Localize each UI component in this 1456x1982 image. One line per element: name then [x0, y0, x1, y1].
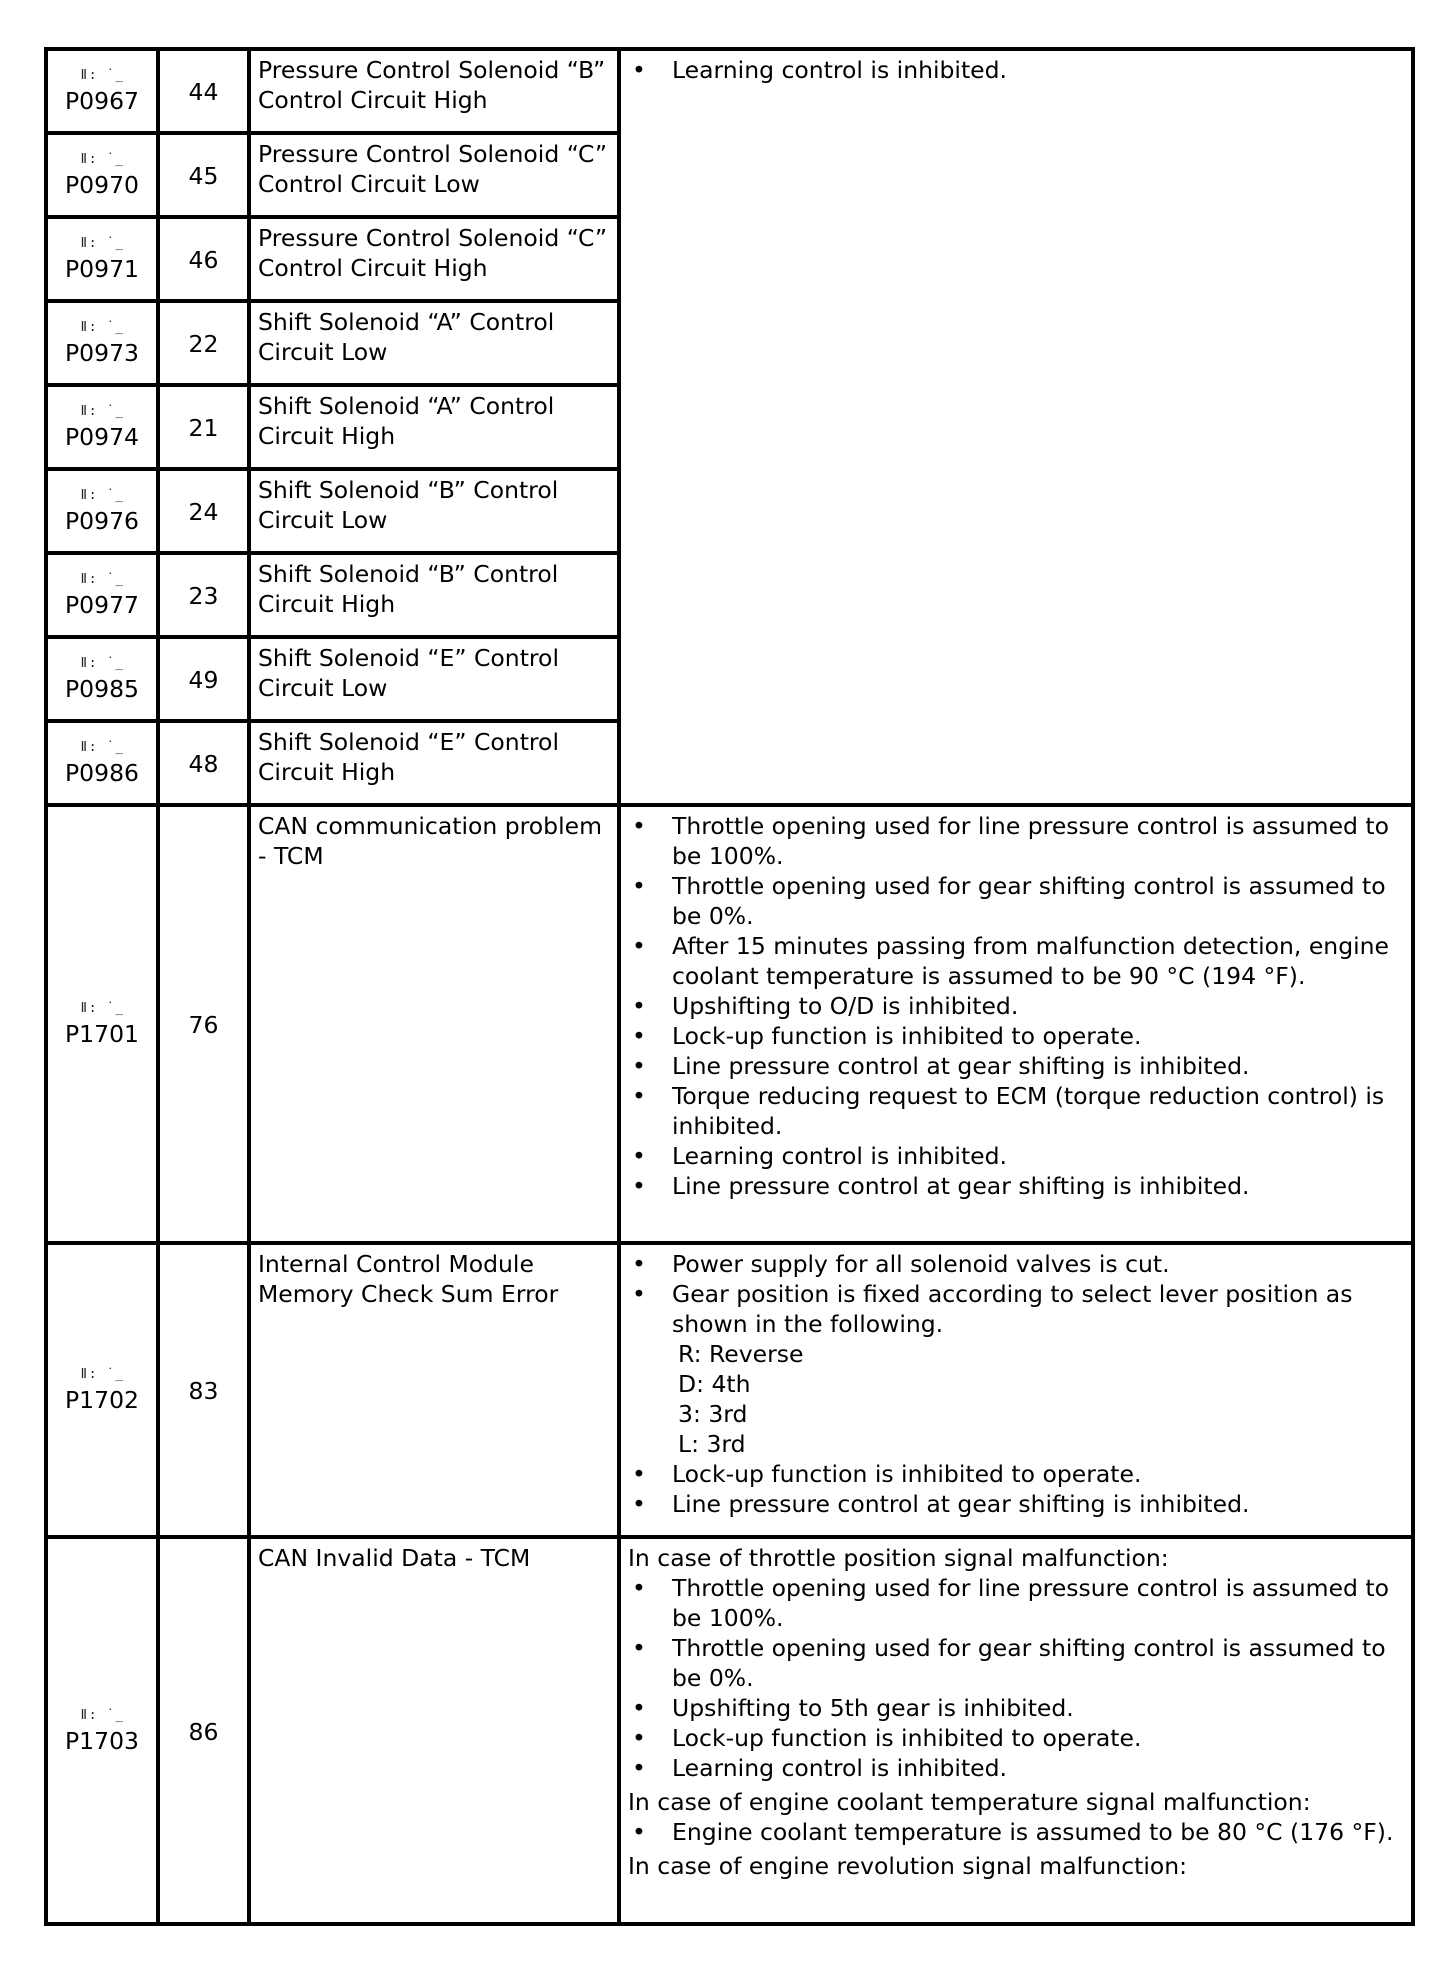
fail-safe-cell	[619, 49, 1413, 805]
fail-safe-item: • Upshifting to O/D is inhibited.	[628, 991, 1404, 1021]
dtc-code: P1703	[65, 1726, 139, 1755]
dtc-description: Pressure Control Solenoid “C” Control Circuit Low	[249, 133, 619, 217]
fail-safe-item: • After 15 minutes passing from malfunction detection, engine coolant temperature is assumed to be 90 °C (194 °F).	[628, 931, 1404, 991]
dtc-symbol-icon: ǁ꞉ ˙_	[79, 1707, 125, 1723]
dtc-code: P1701	[65, 1020, 139, 1048]
dtc-symbol-icon: ǁ꞉ ˙_	[79, 1001, 125, 1016]
fail-safe-item: • Line pressure control at gear shifting is inhibited.	[628, 1489, 1404, 1519]
fail-safe-item: • Throttle opening used for line pressure control is assumed to be 100%.	[628, 1573, 1404, 1633]
dtc-code: P0986	[65, 759, 139, 787]
dtc-code-cell	[46, 805, 158, 1243]
fail-safe-item	[628, 1279, 1404, 1459]
fail-safe-item: • Throttle opening used for line pressure control is assumed to be 100%.	[628, 811, 1404, 871]
fail-safe-list	[628, 811, 1404, 1201]
gear-position-item: 3: 3rd	[678, 1400, 748, 1428]
dtc-symbol-icon: ǁ꞉ ˙_	[79, 152, 125, 167]
fail-safe-list	[628, 1573, 1404, 1783]
dtc-symbol-icon: ǁ꞉ ˙_	[79, 656, 125, 671]
dtc-symbol-icon: ǁ꞉ ˙_	[79, 404, 125, 419]
dtc-description: Shift Solenoid “A” Control Circuit High	[249, 385, 619, 469]
dtc-code: P0985	[65, 675, 139, 703]
fail-safe-cell	[619, 805, 1413, 1243]
dtc-number: 83	[158, 1243, 249, 1537]
fail-safe-item-text: Gear position is fixed according to select lever position as shown in the following.	[672, 1280, 1353, 1338]
table-row	[46, 49, 1413, 133]
condition-heading: In case of engine coolant temperature signal malfunction:	[628, 1788, 1311, 1816]
gear-position-list	[672, 1339, 1404, 1459]
dtc-description: Shift Solenoid “E” Control Circuit Low	[249, 637, 619, 721]
dtc-symbol-icon: ǁ꞉ ˙_	[79, 572, 125, 587]
fail-safe-item: • Lock-up function is inhibited to operate.	[628, 1723, 1404, 1753]
dtc-number: 22	[158, 301, 249, 385]
fail-safe-item: • Throttle opening used for gear shifting control is assumed to be 0%.	[628, 871, 1404, 931]
fail-safe-item: • Learning control is inhibited.	[628, 1141, 1404, 1171]
fail-safe-cell	[619, 1243, 1413, 1537]
gear-position-item: D: 4th	[678, 1370, 751, 1398]
fail-safe-item: • Upshifting to 5th gear is inhibited.	[628, 1693, 1404, 1723]
dtc-code: P0973	[65, 339, 139, 367]
dtc-code-cell	[46, 49, 158, 133]
table-row	[46, 805, 1413, 1243]
fail-safe-list	[628, 1817, 1404, 1847]
condition-heading: In case of engine revolution signal malfunction:	[628, 1852, 1188, 1880]
table-row	[46, 1243, 1413, 1537]
dtc-code-cell	[46, 1537, 158, 1924]
fail-safe-item: • Engine coolant temperature is assumed to be 80 °C (176 °F).	[628, 1817, 1404, 1847]
dtc-code: P1702	[65, 1386, 139, 1414]
fail-safe-item: • Throttle opening used for gear shifting control is assumed to be 0%.	[628, 1633, 1404, 1693]
condition-heading: In case of throttle position signal malfunction:	[628, 1544, 1169, 1572]
dtc-number: 44	[158, 49, 249, 133]
fail-safe-item: • Power supply for all solenoid valves is cut.	[628, 1249, 1404, 1279]
dtc-description: Shift Solenoid “A” Control Circuit Low	[249, 301, 619, 385]
dtc-number: 46	[158, 217, 249, 301]
dtc-symbol-icon: ǁ꞉ ˙_	[79, 236, 125, 251]
dtc-code: P0970	[65, 171, 139, 199]
dtc-description: Pressure Control Solenoid “C” Control Circuit High	[249, 217, 619, 301]
dtc-code-cell	[46, 553, 158, 637]
dtc-description: Internal Control Module Memory Check Sum Error	[249, 1243, 619, 1537]
fail-safe-item: • Learning control is inhibited.	[628, 1753, 1404, 1783]
dtc-code-cell	[46, 469, 158, 553]
dtc-description: Shift Solenoid “B” Control Circuit High	[249, 553, 619, 637]
dtc-code-cell	[46, 385, 158, 469]
dtc-description: Pressure Control Solenoid “B” Control Circuit High	[249, 49, 619, 133]
fail-safe-item: • Line pressure control at gear shifting is inhibited.	[628, 1171, 1404, 1201]
dtc-number: 76	[158, 805, 249, 1243]
dtc-fail-safe-table	[44, 47, 1415, 1926]
dtc-symbol-icon: ǁ꞉ ˙_	[79, 320, 125, 335]
dtc-number: 45	[158, 133, 249, 217]
fail-safe-item: • Line pressure control at gear shifting is inhibited.	[628, 1051, 1404, 1081]
dtc-number: 48	[158, 721, 249, 805]
fail-safe-item: • Lock-up function is inhibited to operate.	[628, 1021, 1404, 1051]
fail-safe-item: • Lock-up function is inhibited to operate.	[628, 1459, 1404, 1489]
dtc-symbol-icon: ǁ꞉ ˙_	[79, 68, 125, 83]
dtc-description: Shift Solenoid “E” Control Circuit High	[249, 721, 619, 805]
dtc-code: P0967	[65, 87, 139, 115]
dtc-code-cell	[46, 217, 158, 301]
dtc-number: 49	[158, 637, 249, 721]
dtc-code: P0976	[65, 507, 139, 535]
dtc-code: P0974	[65, 423, 139, 451]
dtc-symbol-icon: ǁ꞉ ˙_	[79, 488, 125, 503]
fail-safe-item: • Torque reducing request to ECM (torque reduction control) is inhibited.	[628, 1081, 1404, 1141]
dtc-symbol-icon: ǁ꞉ ˙_	[79, 740, 125, 755]
dtc-description: Shift Solenoid “B” Control Circuit Low	[249, 469, 619, 553]
dtc-code-cell	[46, 1243, 158, 1537]
fail-safe-list	[628, 1249, 1404, 1519]
dtc-number: 21	[158, 385, 249, 469]
dtc-description: CAN Invalid Data - TCM	[249, 1537, 619, 1924]
dtc-symbol-icon: ǁ꞉ ˙_	[79, 1367, 125, 1382]
dtc-number: 24	[158, 469, 249, 553]
fail-safe-list	[628, 55, 1404, 85]
dtc-code-cell	[46, 133, 158, 217]
dtc-code-cell	[46, 637, 158, 721]
dtc-description: CAN communication problem - TCM	[249, 805, 619, 1243]
dtc-code-cell	[46, 301, 158, 385]
fail-safe-cell	[619, 1537, 1413, 1924]
fail-safe-item: • Learning control is inhibited.	[628, 55, 1404, 85]
dtc-code: P0977	[65, 591, 139, 619]
gear-position-item: L: 3rd	[678, 1430, 746, 1458]
dtc-code: P0971	[65, 255, 139, 283]
table-row	[46, 1537, 1413, 1924]
dtc-code-cell	[46, 721, 158, 805]
gear-position-item: R: Reverse	[678, 1340, 804, 1368]
dtc-number: 86	[158, 1537, 249, 1924]
dtc-number: 23	[158, 553, 249, 637]
